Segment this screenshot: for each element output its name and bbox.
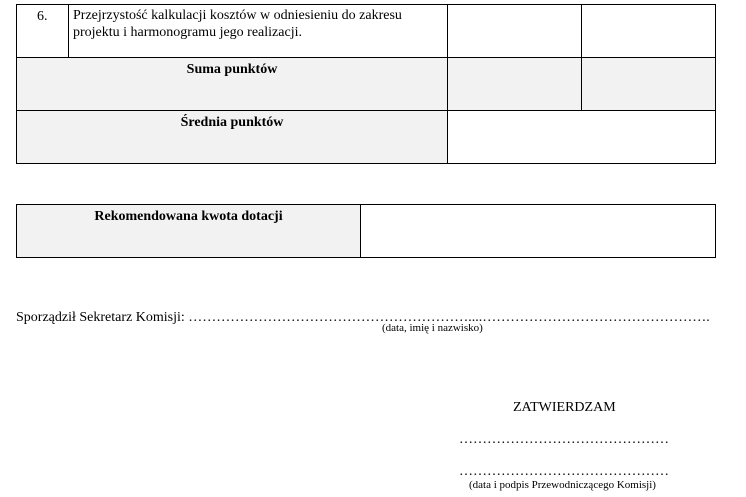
secretary-line: Sporządził Sekretarz Komisji: ……………………………………………………....…………………………………………. xyxy=(16,310,710,325)
average-label: Średnia punktów xyxy=(17,111,448,164)
criteria-table xyxy=(16,4,716,164)
sum-cell xyxy=(448,58,582,111)
grant-table xyxy=(16,204,716,258)
grant-amount-cell xyxy=(361,205,716,258)
sum-label: Suma punktów xyxy=(17,58,448,111)
approval-caption: (data i podpis Przewodniczącego Komisji) xyxy=(469,479,656,491)
table-row xyxy=(17,205,716,258)
criterion-text: Przejrzystość kalkulacji kosztów w odniesieniu do zakresu projektu i harmonogramu jego realizacji. xyxy=(69,5,448,58)
average-cell xyxy=(448,111,716,164)
score-cell xyxy=(448,5,582,58)
average-row xyxy=(17,111,716,164)
sum-cell xyxy=(582,58,716,111)
sum-row xyxy=(17,58,716,111)
grant-label: Rekomendowana kwota dotacji xyxy=(17,205,361,258)
approval-dots-line: ……………………………………… xyxy=(459,464,669,479)
table-row xyxy=(17,5,716,58)
approval-dots-line: ……………………………………… xyxy=(459,432,669,447)
score-cell xyxy=(582,5,716,58)
row-number: 6. xyxy=(17,5,69,58)
secretary-caption: (data, imię i nazwisko) xyxy=(382,322,483,334)
approval-heading: ZATWIERDZAM xyxy=(513,400,616,415)
